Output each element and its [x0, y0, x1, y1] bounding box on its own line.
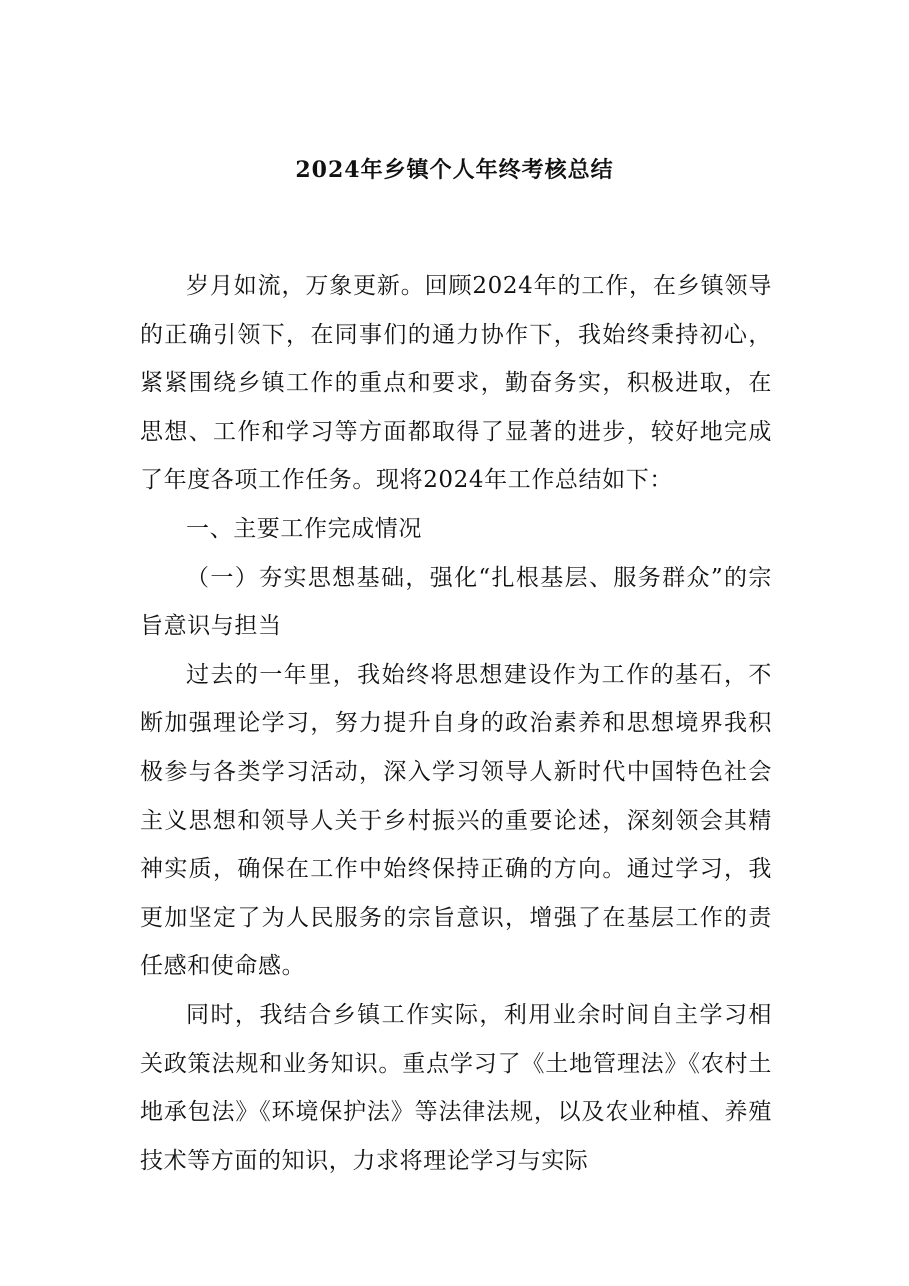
section-heading: 一、主要工作完成情况: [186, 515, 422, 542]
document-title: 2024年乡镇个人年终考核总结: [295, 157, 614, 183]
subsection-heading: （一）夯实思想基础，强化“扎根基层、服务群众”的宗旨意识与担当: [140, 564, 772, 640]
body-paragraph: 同时，我结合乡镇工作实际，利用业余时间自主学习相关政策法规和业务知识。重点学习了《土地管理法》《农村土地承包法》《环境保护法》等法律法规，以及农业种植、养殖技术等方面的知识，力求将理论学习与实际: [140, 1001, 772, 1174]
intro-paragraph: 岁月如流，万象更新。回顾2024年的工作，在乡镇领导的正确引领下，在同事们的通力协作下，我始终秉持初心，紧紧围绕乡镇工作的重点和要求，勤奋务实，积极进取，在思想、工作和学习等方面都取得了显著的进步，较好地完成了年度各项工作任务。现将2024年工作总结如下：: [140, 273, 772, 494]
body-paragraph: 过去的一年里，我始终将思想建设作为工作的基石，不断加强理论学习，努力提升自身的政治素养和思想境界我积极参与各类学习活动，深入学习领导人新时代中国特色社会主义思想和领导人关于乡村振兴的重要论述，深刻领会其精神实质，确保在工作中始终保持正确的方向。通过学习，我更加坚定了为人民服务的宗旨意识，增强了在基层工作的责任感和使命感。: [140, 661, 772, 980]
document-body: [140, 262, 772, 1185]
